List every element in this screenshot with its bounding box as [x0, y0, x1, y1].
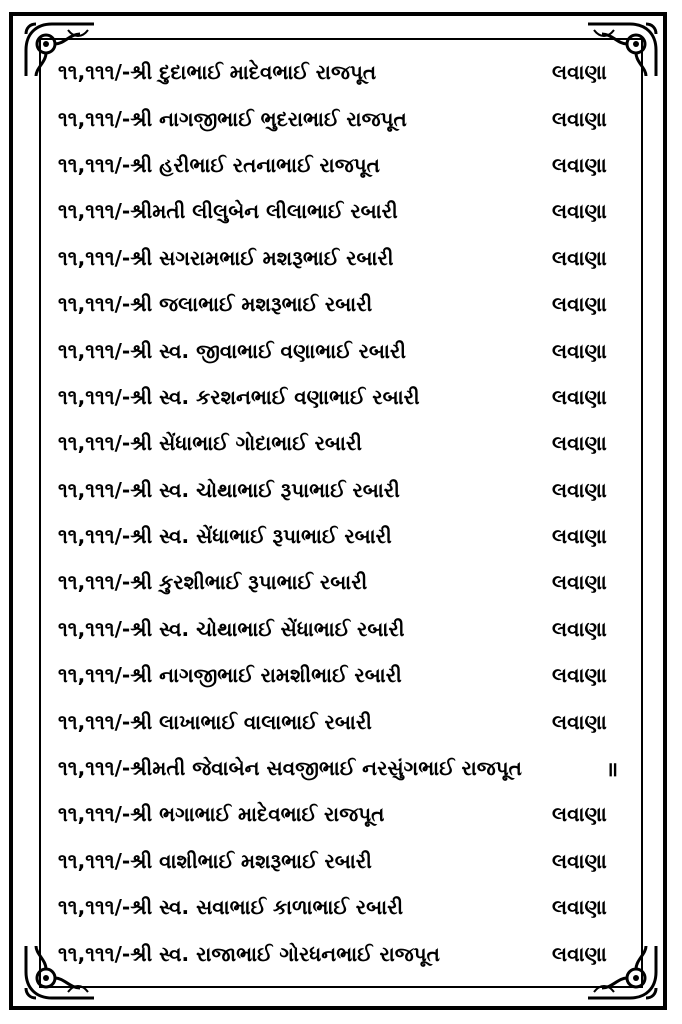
donor-village: લવાણા: [552, 848, 607, 873]
donor-name: શ્રી સ્વ. જીવાભાઈ વણાભાઈ રબારી: [130, 338, 406, 363]
donor-name: શ્રી સ્વ. સેંધાભાઈ રૂપાભાઈ રબારી: [130, 524, 392, 549]
donor-name: શ્રી સ્વ. કરશનભાઈ વણાભાઈ રબારી: [130, 384, 420, 409]
donation-amount: ૧૧,૧૧૧/-: [58, 524, 131, 549]
donor-row: [58, 327, 638, 373]
donor-row: [58, 791, 638, 837]
donor-name: શ્રીમતી જેવાબેન સવજીભાઈ નરસુંગભાઈ રાજપૂત: [130, 756, 522, 781]
donor-row: [58, 559, 638, 605]
donation-amount: ૧૧,૧૧૧/-: [58, 199, 131, 224]
donor-village: લવાણા: [552, 895, 607, 920]
donor-name: શ્રી સગરામભાઈ મશરૂભાઈ રબારી: [130, 245, 394, 270]
donation-amount: ૧૧,૧૧૧/-: [58, 60, 131, 85]
donation-amount: ૧૧,૧૧૧/-: [58, 152, 131, 177]
donor-village: લવાણા: [552, 292, 607, 317]
donation-amount: ૧૧,૧૧૧/-: [58, 431, 131, 456]
donor-row: [58, 606, 638, 652]
donor-village: લવાણા: [552, 524, 607, 549]
donor-name: શ્રી સ્વ. ચોથાભાઈ રૂપાભાઈ રબારી: [130, 477, 400, 502]
donor-row: [58, 652, 638, 698]
donor-row: [58, 513, 638, 559]
donor-name: શ્રી વાશીભાઈ મશરૂભાઈ રબારી: [130, 848, 372, 873]
donor-row: [58, 188, 638, 234]
donation-amount: ૧૧,૧૧૧/-: [58, 802, 131, 827]
donor-row: [58, 281, 638, 327]
donor-village: લવાણા: [552, 802, 607, 827]
donor-village: લવાણા: [552, 338, 607, 363]
donor-row: [58, 420, 638, 466]
donor-village: લવાણા: [552, 431, 607, 456]
donor-village: લવાણા: [552, 477, 607, 502]
donor-village: લવાણા: [552, 199, 607, 224]
donor-village: લવાણા: [552, 245, 607, 270]
donor-row: [58, 884, 638, 930]
donor-village: લવાણા: [552, 152, 607, 177]
donation-amount: ૧૧,૧૧૧/-: [58, 477, 131, 502]
donor-name: શ્રી સ્વ. ચોથાભાઈ સેંધાભાઈ રબારી: [130, 616, 405, 641]
donation-amount: ૧૧,૧૧૧/-: [58, 709, 131, 734]
donor-village: લવાણા: [552, 60, 607, 85]
donor-row: [58, 374, 638, 420]
donation-amount: ૧૧,૧૧૧/-: [58, 384, 131, 409]
donor-list: [58, 49, 638, 977]
donation-amount: ૧૧,૧૧૧/-: [58, 106, 131, 131]
donation-amount: ૧૧,૧૧૧/-: [58, 895, 131, 920]
donor-name: શ્રી નાગજીભાઈ ભુદરાભાઈ રાજપૂત: [130, 106, 407, 131]
donor-name: શ્રી સેંધાભાઈ ગોદાભાઈ રબારી: [130, 431, 362, 456]
donor-row: [58, 745, 638, 791]
donor-row: [58, 838, 638, 884]
donor-row: [58, 467, 638, 513]
donation-amount: ૧૧,૧૧૧/-: [58, 570, 131, 595]
donation-amount: ૧૧,૧૧૧/-: [58, 848, 131, 873]
donor-row: [58, 49, 638, 95]
donation-amount: ૧૧,૧૧૧/-: [58, 338, 131, 363]
donor-name: શ્રી ભગાભાઈ માદેવભાઈ રાજપૂત: [130, 802, 385, 827]
donor-name: શ્રી લાખાભાઈ વાલાભાઈ રબારી: [130, 709, 372, 734]
donation-amount: ૧૧,૧૧૧/-: [58, 245, 131, 270]
donor-village: લવાણા: [552, 663, 607, 688]
donor-village: લવાણા: [552, 709, 607, 734]
donation-amount: ૧૧,૧૧૧/-: [58, 941, 131, 966]
donor-name: શ્રી દુદાભાઈ માદેવભાઈ રાજપૂત: [130, 60, 377, 85]
donation-amount: ૧૧,૧૧૧/-: [58, 663, 131, 688]
donor-row: [58, 142, 638, 188]
donor-name: શ્રી હરીભાઈ રતનાભાઈ રાજપૂત: [130, 152, 380, 177]
donor-village: લવાણા: [552, 384, 607, 409]
donor-village: લવાણા: [552, 106, 607, 131]
donation-amount: ૧૧,૧૧૧/-: [58, 756, 131, 781]
donor-village: લવાણા: [552, 941, 607, 966]
donor-row: [58, 930, 638, 976]
donor-village: ॥: [606, 756, 618, 781]
donor-name: શ્રી સ્વ. રાજાભાઈ ગોરધનભાઈ રાજપૂત: [130, 941, 440, 966]
donor-name: શ્રી નાગજીભાઈ રામશીભાઈ રબારી: [130, 663, 402, 688]
donor-row: [58, 235, 638, 281]
donor-row: [58, 698, 638, 744]
donation-amount: ૧૧,૧૧૧/-: [58, 616, 131, 641]
donation-amount: ૧૧,૧૧૧/-: [58, 292, 131, 317]
donor-name: શ્રી જલાભાઈ મશરૂભાઈ રબારી: [130, 292, 373, 317]
donor-name: શ્રીમતી લીલુબેન લીલાભાઈ રબારી: [130, 199, 398, 224]
donor-village: લવાણા: [552, 616, 607, 641]
donor-row: [58, 95, 638, 141]
donor-name: શ્રી કુરશીભાઈ રૂપાભાઈ રબારી: [130, 570, 368, 595]
donor-name: શ્રી સ્વ. સવાભાઈ કાળાભાઈ રબારી: [130, 895, 404, 920]
donor-village: લવાણા: [552, 570, 607, 595]
